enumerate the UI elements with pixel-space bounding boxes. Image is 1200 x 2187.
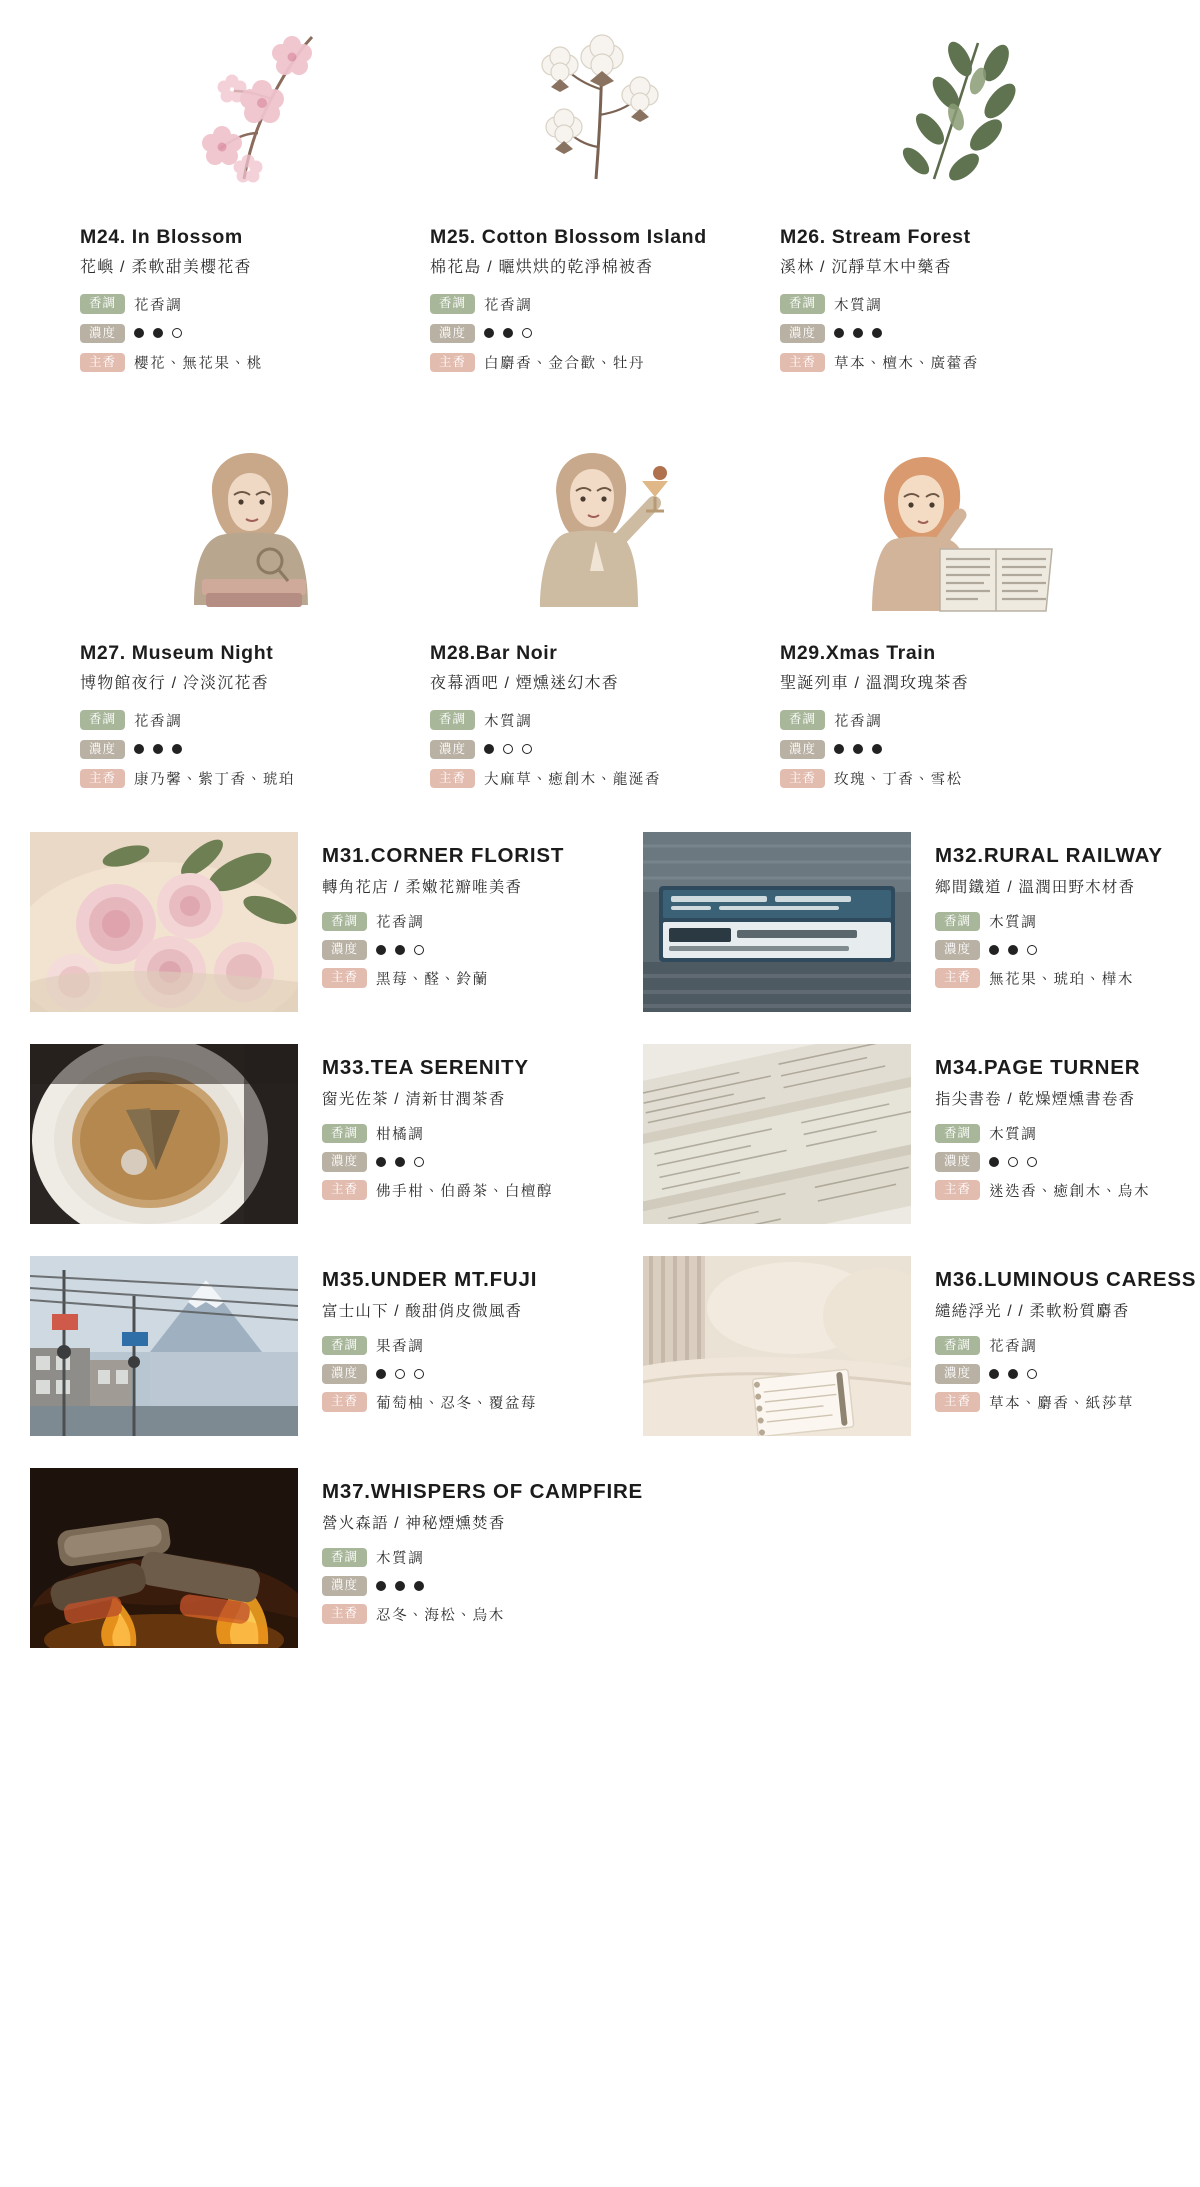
level-dot (376, 1581, 386, 1591)
open-book-pages-photo (643, 1044, 911, 1224)
attr-note (935, 1123, 1196, 1144)
level-tag: 濃度 (430, 740, 475, 760)
level-dot (395, 945, 405, 955)
note-value: 木質調 (376, 1551, 425, 1568)
product-title: M37.WHISPERS OF CAMPFIRE (322, 1480, 644, 1504)
main-tag: 主香 (935, 1392, 980, 1412)
product-title: M35.UNDER MT.FUJI (322, 1268, 538, 1292)
attr-level (780, 740, 1120, 760)
attr-main (935, 1392, 1196, 1413)
level-dot (853, 744, 863, 754)
level-tag: 濃度 (322, 1576, 367, 1596)
level-dots (376, 1581, 424, 1591)
product-subtitle: 棉花島 / 曬烘烘的乾淨棉被香 (430, 259, 654, 277)
product-title: M29.Xmas Train (780, 642, 936, 665)
level-dot (989, 1157, 999, 1167)
product-card-m24[interactable] (80, 6, 420, 382)
level-dot (414, 945, 424, 955)
level-tag: 濃度 (80, 740, 125, 760)
attr-main (322, 1604, 643, 1625)
level-dot (395, 1581, 405, 1591)
main-value: 櫻花、無花果、桃 (134, 356, 263, 373)
attr-level (80, 740, 420, 760)
note-tag: 香調 (322, 912, 367, 932)
olive-leaf-branch-icon (780, 24, 1120, 209)
product-card-m32[interactable] (643, 832, 1196, 1012)
photo-card-section (0, 798, 1200, 1648)
note-tag: 香調 (935, 1124, 980, 1144)
attr-note (430, 294, 770, 315)
note-value: 木質調 (989, 1127, 1038, 1144)
product-card-m36[interactable] (643, 1256, 1196, 1436)
level-tag: 濃度 (430, 324, 475, 344)
product-subtitle: 溪林 / 沉靜草木中藥香 (780, 259, 952, 277)
level-tag: 濃度 (80, 324, 125, 344)
attr-level (935, 1152, 1196, 1172)
product-subtitle: 營火森語 / 神秘煙燻焚香 (322, 1515, 506, 1533)
main-tag: 主香 (780, 353, 825, 373)
level-dots (989, 1157, 1037, 1167)
level-dot (172, 328, 182, 338)
attr-main (80, 768, 420, 789)
main-value: 佛手柑、伯爵茶、白檀醇 (376, 1183, 554, 1200)
attr-level (780, 324, 1120, 344)
level-dots (376, 1157, 424, 1167)
attr-level (935, 940, 1196, 960)
product-title: M25. Cotton Blossom Island (430, 226, 707, 248)
note-value: 花香調 (134, 713, 183, 730)
level-dot (503, 328, 513, 338)
main-value: 大麻草、癒創木、龍涎香 (484, 772, 662, 789)
attr-main (322, 1180, 643, 1201)
attr-main (80, 352, 420, 373)
level-dots (484, 328, 532, 338)
level-dot (376, 1157, 386, 1167)
product-card-m37[interactable] (30, 1468, 643, 1648)
level-dot (503, 744, 513, 754)
cherry-blossom-branch-icon (80, 24, 420, 209)
main-value: 玫瑰、丁香、雪松 (834, 772, 963, 789)
illustration-row-1 (0, 6, 1200, 382)
level-dot (872, 328, 882, 338)
attr-main (430, 352, 770, 373)
level-dots (134, 328, 182, 338)
level-tag: 濃度 (935, 1152, 980, 1172)
product-card-m28[interactable] (430, 422, 770, 798)
level-dots (134, 744, 182, 754)
note-tag: 香調 (430, 710, 475, 730)
attr-note (80, 294, 420, 315)
attr-level (322, 1152, 643, 1172)
attr-note (935, 911, 1196, 932)
level-dot (853, 328, 863, 338)
note-value: 花香調 (134, 297, 183, 314)
attr-main (780, 768, 1120, 789)
product-title: M26. Stream Forest (780, 226, 971, 248)
attr-level (322, 1576, 643, 1596)
product-subtitle: 窗光佐茶 / 清新甘潤茶香 (322, 1091, 506, 1109)
note-tag: 香調 (430, 294, 475, 314)
note-value: 花香調 (376, 915, 425, 932)
note-value: 果香調 (376, 1339, 425, 1356)
product-title: M31.CORNER FLORIST (322, 844, 565, 868)
product-card-m34[interactable] (643, 1044, 1196, 1224)
product-subtitle: 夜幕酒吧 / 煙燻迷幻木香 (430, 675, 619, 693)
illustration-row-2 (0, 422, 1200, 798)
attr-main (322, 1392, 643, 1413)
attr-main (430, 768, 770, 789)
note-tag: 香調 (80, 710, 125, 730)
attr-level (430, 324, 770, 344)
main-value: 忍冬、海松、烏木 (376, 1607, 505, 1624)
cotton-branch-icon (430, 24, 770, 209)
note-value: 木質調 (484, 713, 533, 730)
product-subtitle: 轉角花店 / 柔嫩花瓣唯美香 (322, 879, 523, 897)
product-subtitle: 聖誕列車 / 溫潤玫瑰茶香 (780, 675, 969, 693)
note-tag: 香調 (322, 1548, 367, 1568)
attr-main (935, 968, 1196, 989)
level-dot (1027, 945, 1037, 955)
product-subtitle: 富士山下 / 酸甜俏皮微風香 (322, 1303, 523, 1321)
photo-card-grid (30, 832, 1197, 1648)
level-dot (153, 328, 163, 338)
level-dot (1008, 1369, 1018, 1379)
main-value: 草本、麝香、紙莎草 (989, 1395, 1134, 1412)
level-dot (1027, 1157, 1037, 1167)
product-subtitle: 鄉間鐵道 / 溫潤田野木材香 (935, 879, 1136, 897)
note-tag: 香調 (322, 1336, 367, 1356)
level-dots (484, 744, 532, 754)
main-tag: 主香 (322, 1392, 367, 1412)
main-tag: 主香 (430, 769, 475, 789)
product-title: M33.TEA SERENITY (322, 1056, 529, 1080)
level-dot (1008, 1157, 1018, 1167)
product-subtitle: 繾綣浮光 / / 柔軟粉質麝香 (935, 1303, 1130, 1321)
main-value: 白麝香、金合歡、牡丹 (484, 356, 646, 373)
attr-level (322, 1364, 643, 1384)
level-tag: 濃度 (780, 324, 825, 344)
level-dot (1027, 1369, 1037, 1379)
product-subtitle: 花嶼 / 柔軟甜美櫻花香 (80, 259, 252, 277)
level-dots (989, 945, 1037, 955)
level-dots (376, 945, 424, 955)
level-dot (376, 945, 386, 955)
product-subtitle: 指尖書卷 / 乾燥煙燻書卷香 (935, 1091, 1136, 1109)
level-dot (414, 1581, 424, 1591)
level-dot (134, 328, 144, 338)
product-card-m35[interactable] (30, 1256, 643, 1436)
level-dot (989, 1369, 999, 1379)
main-tag: 主香 (780, 769, 825, 789)
level-dot (395, 1157, 405, 1167)
note-value: 花香調 (484, 297, 533, 314)
mount-fuji-street-photo (30, 1256, 298, 1436)
attr-note (322, 1335, 643, 1356)
level-tag: 濃度 (935, 1364, 980, 1384)
level-tag: 濃度 (780, 740, 825, 760)
note-tag: 香調 (935, 912, 980, 932)
product-card-m26[interactable] (780, 6, 1120, 382)
product-title: M34.PAGE TURNER (935, 1056, 1141, 1080)
level-dot (134, 744, 144, 754)
note-tag: 香調 (935, 1336, 980, 1356)
attr-note (430, 710, 770, 731)
main-tag: 主香 (80, 353, 125, 373)
product-card-m31[interactable] (30, 832, 643, 1012)
main-tag: 主香 (430, 353, 475, 373)
level-dots (834, 744, 882, 754)
main-tag: 主香 (322, 968, 367, 988)
main-tag: 主香 (935, 1180, 980, 1200)
woman-with-book-icon (80, 440, 420, 625)
attr-main (935, 1180, 1196, 1201)
tea-bag-in-cup-photo (30, 1044, 298, 1224)
note-value: 花香調 (834, 713, 883, 730)
note-tag: 香調 (780, 294, 825, 314)
level-tag: 濃度 (935, 940, 980, 960)
product-title: M27. Museum Night (80, 642, 274, 665)
attr-level (80, 324, 420, 344)
level-dot (376, 1369, 386, 1379)
attr-level (935, 1364, 1196, 1384)
attr-note (322, 1547, 643, 1568)
product-title: M32.RURAL RAILWAY (935, 844, 1163, 868)
note-value: 柑橘調 (376, 1127, 425, 1144)
main-value: 葡萄柚、忍冬、覆盆莓 (376, 1395, 538, 1412)
main-value: 迷迭香、癒創木、烏木 (989, 1183, 1151, 1200)
product-title: M28.Bar Noir (430, 642, 558, 665)
level-tag: 濃度 (322, 940, 367, 960)
level-dot (484, 328, 494, 338)
note-value: 花香調 (989, 1339, 1038, 1356)
level-dot (872, 744, 882, 754)
product-card-m25[interactable] (430, 6, 770, 382)
level-dot (834, 328, 844, 338)
product-card-m33[interactable] (30, 1044, 643, 1224)
level-dot (522, 328, 532, 338)
level-dot (484, 744, 494, 754)
product-subtitle: 博物館夜行 / 冷淡沉花香 (80, 675, 269, 693)
bed-with-notebook-photo (643, 1256, 911, 1436)
level-dot (395, 1369, 405, 1379)
level-dot (414, 1369, 424, 1379)
attr-note (780, 710, 1120, 731)
main-value: 草本、檀木、廣藿香 (834, 356, 979, 373)
level-dot (1008, 945, 1018, 955)
pink-roses-bouquet-photo (30, 832, 298, 1012)
main-value: 黑莓、醛、鈴蘭 (376, 971, 489, 988)
main-value: 康乃馨、紫丁香、琥珀 (134, 772, 296, 789)
japanese-train-station-sign-photo (643, 832, 911, 1012)
woman-with-cocktail-icon (430, 440, 770, 625)
level-dots (834, 328, 882, 338)
level-dot (834, 744, 844, 754)
attr-main (322, 968, 643, 989)
attr-level (430, 740, 770, 760)
attr-main (780, 352, 1120, 373)
product-card-m29[interactable] (780, 422, 1120, 798)
campfire-logs-photo (30, 1468, 298, 1648)
product-card-m27[interactable] (80, 422, 420, 798)
attr-note (780, 294, 1120, 315)
note-tag: 香調 (322, 1124, 367, 1144)
level-dots (376, 1369, 424, 1379)
level-dot (153, 744, 163, 754)
level-tag: 濃度 (322, 1364, 367, 1384)
level-dot (989, 945, 999, 955)
product-title: M24. In Blossom (80, 226, 243, 248)
product-title: M36.LUMINOUS CARESS (935, 1268, 1197, 1292)
level-dot (414, 1157, 424, 1167)
level-dot (172, 744, 182, 754)
attr-note (322, 911, 643, 932)
main-value: 無花果、琥珀、樺木 (989, 971, 1134, 988)
main-tag: 主香 (322, 1604, 367, 1624)
main-tag: 主香 (80, 769, 125, 789)
note-tag: 香調 (80, 294, 125, 314)
note-value: 木質調 (834, 297, 883, 314)
main-tag: 主香 (935, 968, 980, 988)
level-dots (989, 1369, 1037, 1379)
attr-level (322, 940, 643, 960)
main-tag: 主香 (322, 1180, 367, 1200)
level-tag: 濃度 (322, 1152, 367, 1172)
note-value: 木質調 (989, 915, 1038, 932)
woman-with-newspaper-icon (780, 440, 1120, 625)
attr-note (80, 710, 420, 731)
attr-note (322, 1123, 643, 1144)
note-tag: 香調 (780, 710, 825, 730)
attr-note (935, 1335, 1196, 1356)
level-dot (522, 744, 532, 754)
